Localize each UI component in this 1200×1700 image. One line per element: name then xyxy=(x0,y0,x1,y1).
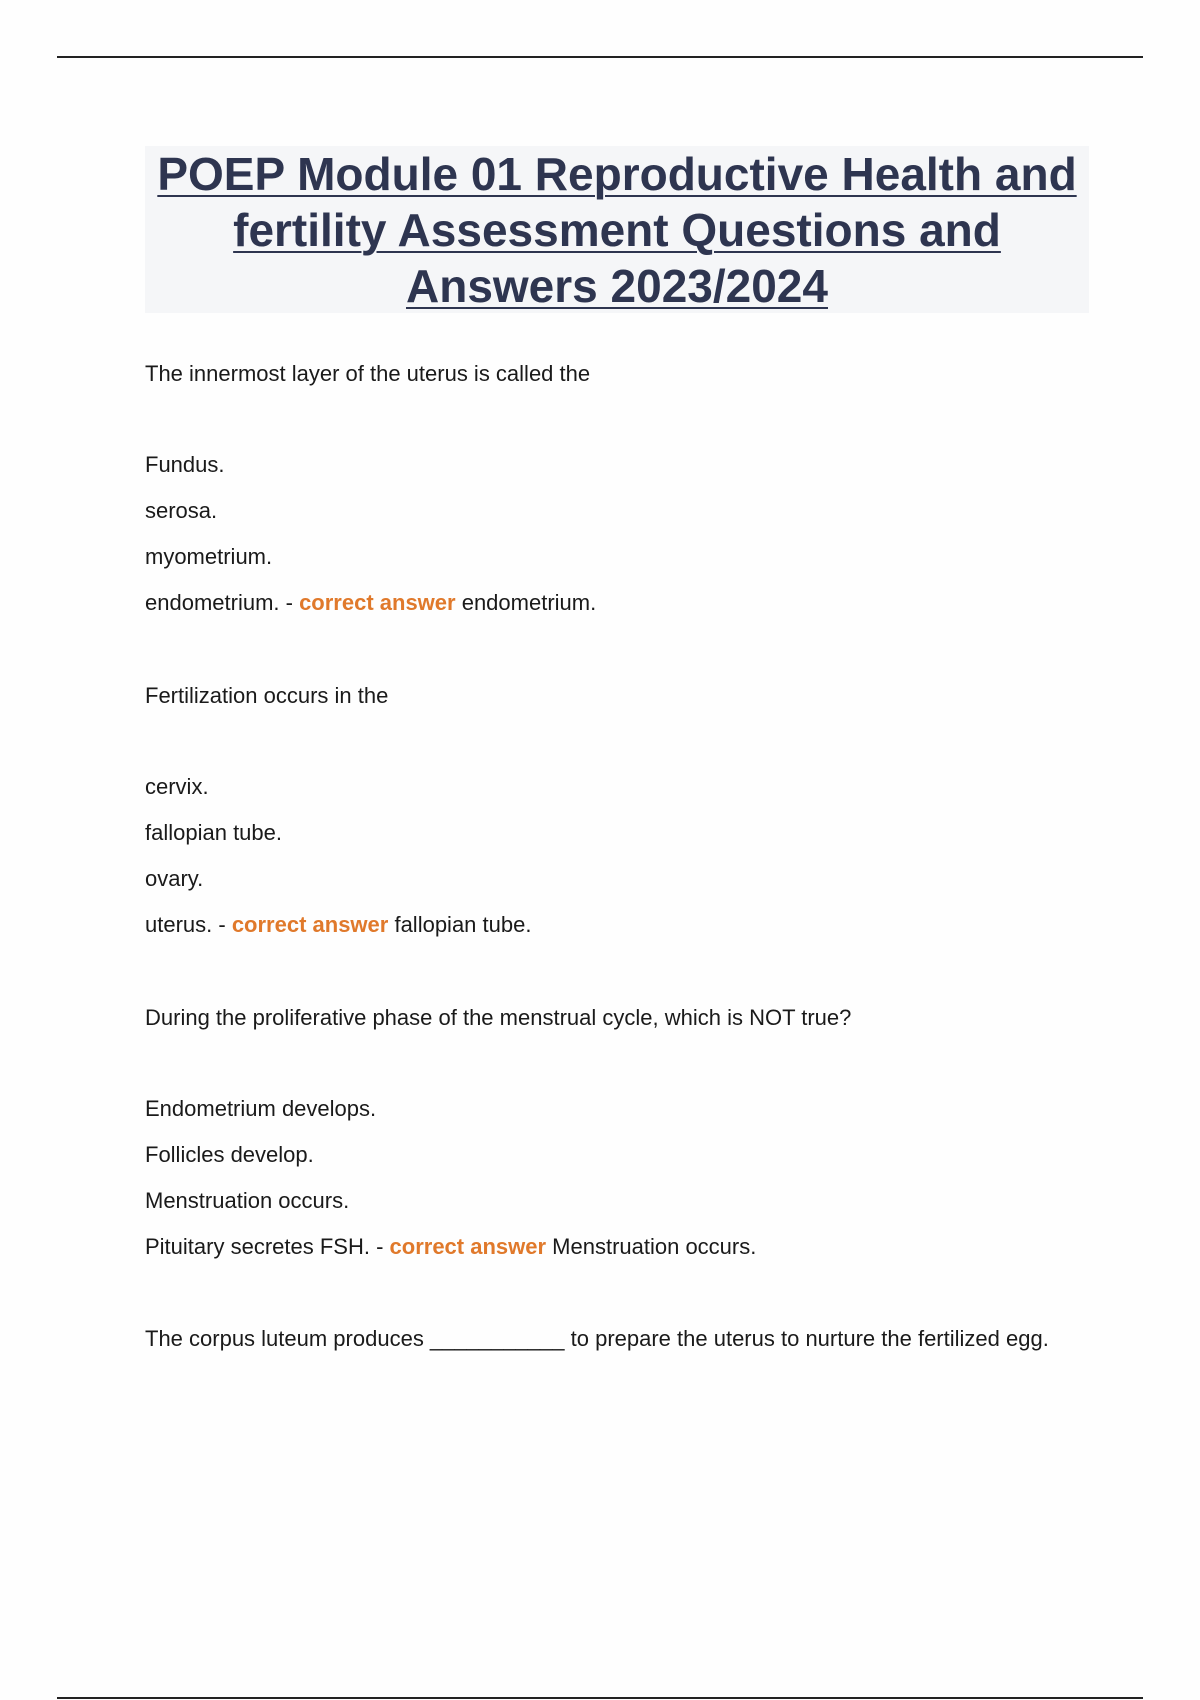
question-prompt: The corpus luteum produces ___________ to prepare the uterus to nurture the fertilized egg. xyxy=(145,1326,1049,1351)
question-block-4 xyxy=(145,1323,1095,1354)
option-item: endometrium. - xyxy=(145,590,300,615)
option-item: cervix. xyxy=(145,774,209,799)
answer-line xyxy=(145,909,1095,940)
bottom-rule xyxy=(57,1697,1143,1699)
correct-answer-label: correct answer xyxy=(389,1234,547,1259)
answer-line xyxy=(145,587,1095,618)
option-item: Fundus. xyxy=(145,452,225,477)
option-item: ovary. xyxy=(145,866,204,891)
option-item: myometrium. xyxy=(145,544,273,569)
option-item: serosa. xyxy=(145,498,218,523)
question-block-2 xyxy=(145,680,1095,940)
correct-answer-label: correct answer xyxy=(299,590,456,615)
answer-text: fallopian tube. xyxy=(388,912,532,937)
question-prompt: Fertilization occurs in the xyxy=(145,683,389,708)
question-block-1 xyxy=(145,358,1095,618)
question-block-3 xyxy=(145,1002,1095,1262)
document-title: POEP Module 01 Reproductive Health and fertility Assessment Questions and Answers 2023/2024 xyxy=(157,148,1077,312)
question-prompt: The innermost layer of the uterus is called the xyxy=(145,361,591,386)
option-item: Menstruation occurs. xyxy=(145,1188,350,1213)
option-item: uterus. - xyxy=(145,912,232,937)
option-item: Follicles develop. xyxy=(145,1142,314,1167)
title-banner xyxy=(145,146,1089,313)
answer-text: endometrium. xyxy=(455,590,597,615)
correct-answer-label: correct answer xyxy=(231,912,389,937)
option-item: fallopian tube. xyxy=(145,820,282,845)
top-rule xyxy=(57,56,1143,58)
answer-text: Menstruation occurs. xyxy=(546,1234,757,1259)
answer-line xyxy=(145,1231,1095,1262)
question-list xyxy=(145,358,1095,1354)
option-item: Endometrium develops. xyxy=(145,1096,377,1121)
question-prompt: During the proliferative phase of the menstrual cycle, which is NOT true? xyxy=(145,1005,852,1030)
option-item: Pituitary secretes FSH. - xyxy=(145,1234,390,1259)
